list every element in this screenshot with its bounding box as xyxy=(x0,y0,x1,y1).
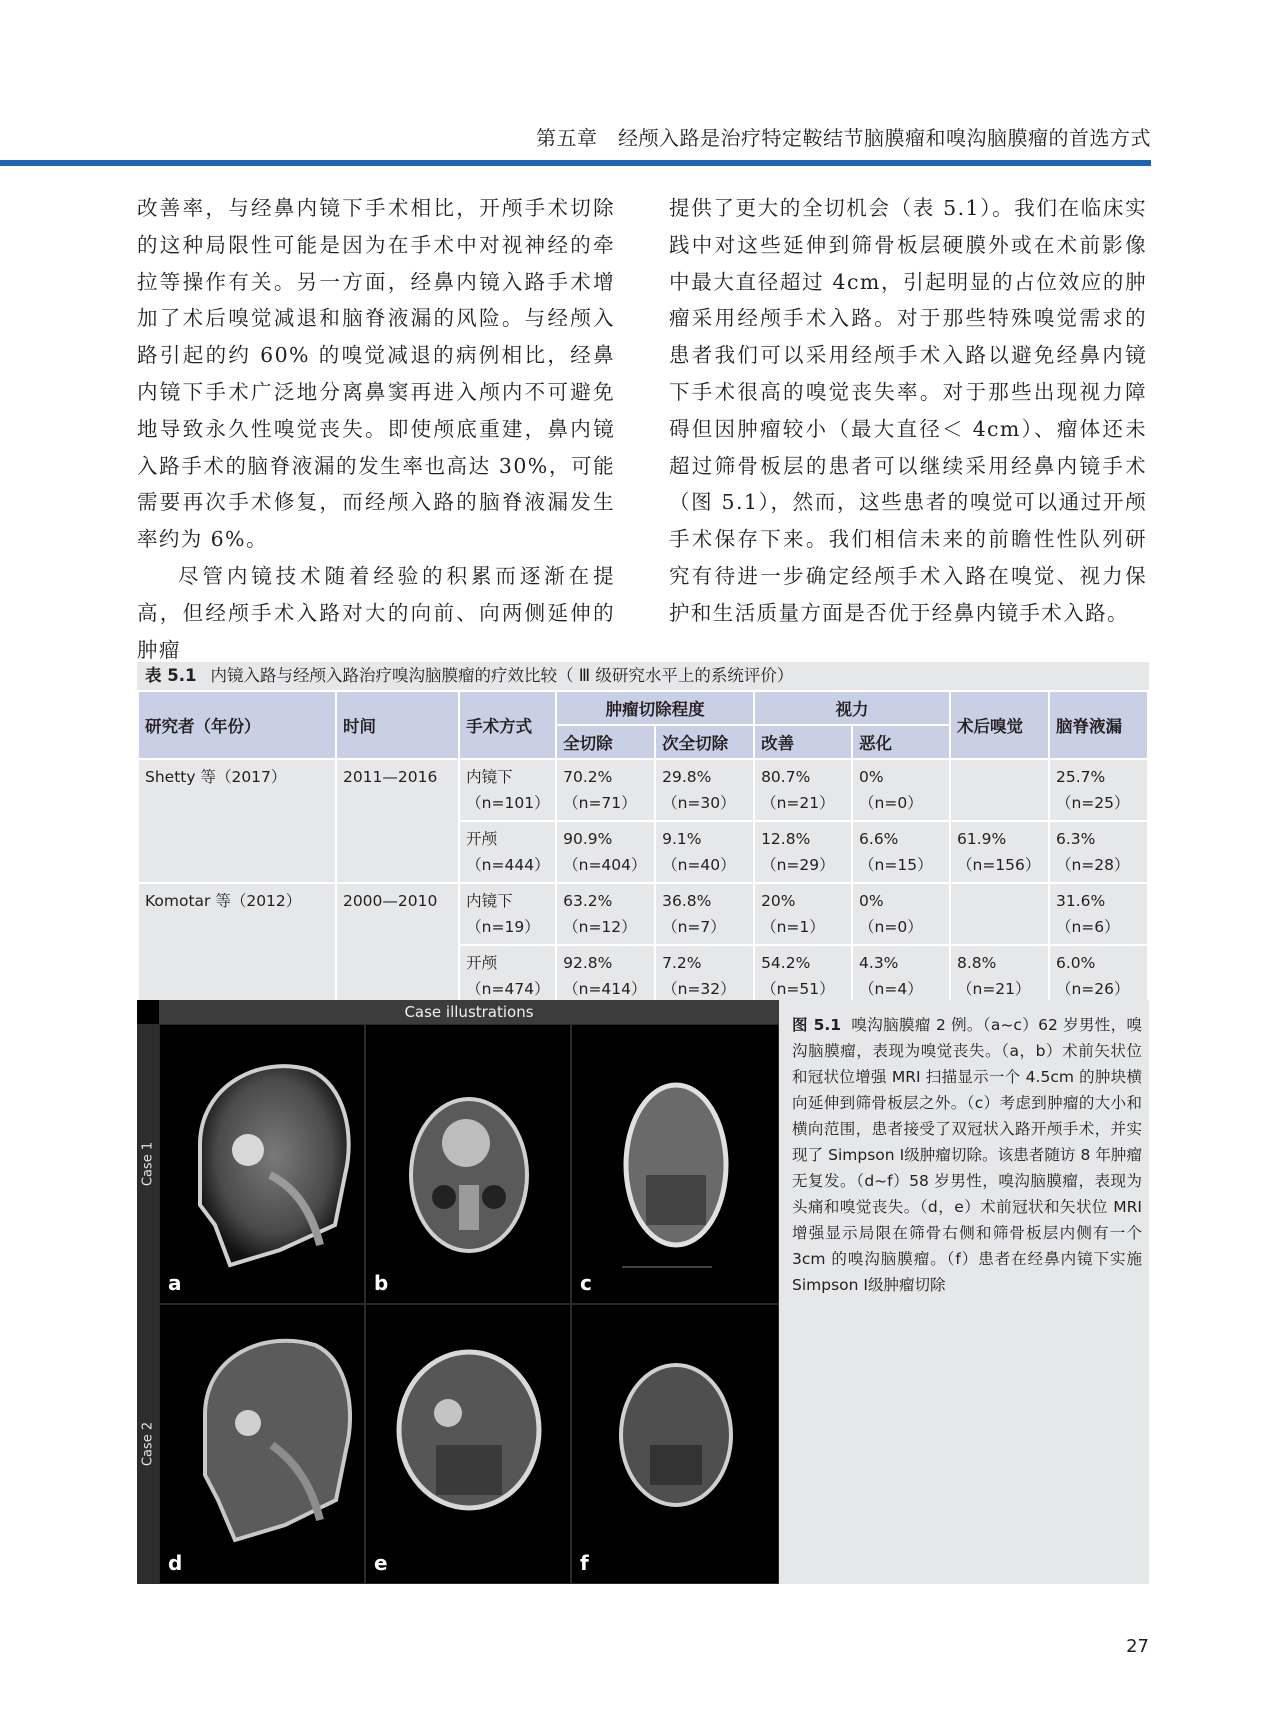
cell-str: 36.8% （n=7） xyxy=(655,883,754,945)
figure-5-1 xyxy=(137,1000,1149,1584)
sagittal-mri-icon xyxy=(160,1305,365,1584)
mri-image-e xyxy=(365,1304,571,1584)
cell-smell: 8.8% （n=21） xyxy=(950,945,1049,1007)
header-improve: 改善 xyxy=(754,725,852,759)
cell-smell: 61.9% （n=156） xyxy=(950,821,1049,883)
cell-gtr: 92.8% （n=414） xyxy=(556,945,655,1007)
case-1-label: Case 1 xyxy=(137,1024,159,1304)
cell-worsen: 4.3% （n=4） xyxy=(852,945,950,1007)
cell-period: 2000—2010 xyxy=(336,883,459,1007)
cell-smell xyxy=(950,883,1049,945)
figure-caption-label: 图 5.1 xyxy=(792,1016,842,1034)
chapter-header-title: 第五章 经颅入路是治疗特定鞍结节脑膜瘤和嗅沟脑膜瘤的首选方式 xyxy=(536,126,1151,150)
header-csf: 脑脊液漏 xyxy=(1049,691,1148,759)
cell-improve: 80.7% （n=21） xyxy=(754,759,852,821)
panel-letter-b: b xyxy=(374,1271,389,1295)
header-smell: 术后嗅觉 xyxy=(950,691,1049,759)
header-study: 研究者（年份） xyxy=(138,691,336,759)
panel-letter-d: d xyxy=(168,1551,183,1575)
cell-approach: 开颅 （n=474） xyxy=(459,945,556,1007)
panel-letter-a: a xyxy=(168,1271,182,1295)
comparison-table xyxy=(137,662,1149,1008)
header-gtr: 全切除 xyxy=(556,725,655,759)
cell-gtr: 70.2% （n=71） xyxy=(556,759,655,821)
mri-image-c xyxy=(571,1024,779,1304)
cell-approach: 内镜下 （n=19） xyxy=(459,883,556,945)
cell-worsen: 6.6% （n=15） xyxy=(852,821,950,883)
cell-str: 29.8% （n=30） xyxy=(655,759,754,821)
panel-letter-f: f xyxy=(580,1551,589,1575)
data-table xyxy=(137,690,1149,1008)
cell-improve: 20% （n=1） xyxy=(754,883,852,945)
coronal-mri-icon xyxy=(572,1305,779,1584)
mri-image-f xyxy=(571,1304,779,1584)
cell-smell xyxy=(950,759,1049,821)
cell-improve: 12.8% （n=29） xyxy=(754,821,852,883)
cell-gtr: 63.2% （n=12） xyxy=(556,883,655,945)
left-text-column xyxy=(137,190,615,668)
paragraph: 尽管内镜技术随着经验的积累而逐渐在提高，但经颅手术入路对大的向前、向两侧延伸的肿瘤 xyxy=(137,563,615,662)
figure-caption xyxy=(792,1012,1142,1298)
table-caption xyxy=(137,662,1149,690)
paragraph: 提供了更大的全切机会（表 5.1）。我们在临床实践中对这些延伸到筛骨板层硬膜外或在术前影像中最大直径超过 4cm，引起明显的占位效应的肿瘤采用经颅手术入路。对于那些特殊嗅觉需求的患者我们可以采用经颅手术入路以避免经鼻内镜下手术很高的嗅觉丧失率。对于那些出现视力障碍但因肿瘤较小（最大直径＜ 4cm）、瘤体还未超过筛骨板层的患者可以继续采用经鼻内镜手术（图 5.1），然而，这些患者的嗅觉可以通过开颅手术保存下来。我们相信未来的前瞻性性队列研究有待进一步确定经颅手术入路在嗅觉、视力保护和生活质量方面是否优于经鼻内镜手术入路。 xyxy=(669,196,1147,625)
table-caption-text: 内镜入路与经颅入路治疗嗅沟脑膜瘤的疗效比较（ Ⅲ 级研究水平上的系统评价） xyxy=(210,666,794,685)
cell-str: 9.1% （n=40） xyxy=(655,821,754,883)
panel-letter-e: e xyxy=(374,1551,388,1575)
header-period: 时间 xyxy=(336,691,459,759)
cell-csf: 25.7% （n=25） xyxy=(1049,759,1148,821)
mri-image-b xyxy=(365,1024,571,1304)
table-row xyxy=(138,759,1148,821)
page-number: 27 xyxy=(1126,1636,1149,1657)
cell-improve: 54.2% （n=51） xyxy=(754,945,852,1007)
table-row xyxy=(138,883,1148,945)
mri-image-a xyxy=(159,1024,365,1304)
header-resection: 肿瘤切除程度 xyxy=(556,691,754,725)
cell-str: 7.2% （n=32） xyxy=(655,945,754,1007)
cell-approach: 开颅 （n=444） xyxy=(459,821,556,883)
cell-study: Komotar 等（2012） xyxy=(138,883,336,1007)
header-vision: 视力 xyxy=(754,691,950,725)
cell-csf: 31.6% （n=6） xyxy=(1049,883,1148,945)
case-2-label: Case 2 xyxy=(137,1304,159,1584)
table-caption-label: 表 5.1 xyxy=(145,666,197,685)
coronal-mri-icon xyxy=(366,1025,571,1304)
header-worsen: 恶化 xyxy=(852,725,950,759)
cell-csf: 6.3% （n=28） xyxy=(1049,821,1148,883)
sagittal-mri-icon xyxy=(160,1025,365,1304)
cell-gtr: 90.9% （n=404） xyxy=(556,821,655,883)
right-text-column xyxy=(669,190,1147,632)
coronal-ct-icon xyxy=(572,1025,779,1304)
header-approach: 手术方式 xyxy=(459,691,556,759)
cell-study: Shetty 等（2017） xyxy=(138,759,336,883)
paragraph: 改善率，与经鼻内镜下手术相比，开颅手术切除的这种局限性可能是因为在手术中对视神经的牵拉等操作有关。另一方面，经鼻内镜入路手术增加了术后嗅觉减退和脑脊液漏的风险。与经颅入路引起的约 60% 的嗅觉减退的病例相比，经鼻内镜下手术广泛地分离鼻窦再进入颅内不可避免地导致永久性嗅觉丧失。即使颅底重建，鼻内镜入路手术的脑脊液漏的发生率也高达 30%，可能需要再次手术修复，而经颅入路的脑脊液漏发生率约为 6%。 xyxy=(137,196,615,552)
cell-approach: 内镜下 （n=101） xyxy=(459,759,556,821)
mri-panel xyxy=(137,1000,779,1584)
cell-period: 2011—2016 xyxy=(336,759,459,883)
panel-letter-c: c xyxy=(580,1271,592,1295)
figure-panel-title: Case illustrations xyxy=(159,1000,779,1024)
header-rule xyxy=(0,160,1151,166)
mri-image-d xyxy=(159,1304,365,1584)
figure-caption-text: 嗅沟脑膜瘤 2 例。（a~c）62 岁男性，嗅沟脑膜瘤，表现为嗅觉丧失。（a，b）术前矢状位和冠状位增强 MRI 扫描显示一个 4.5cm 的肿块横向延伸到筛骨板层之外。（c）考虑到肿瘤的大小和横向范围，患者接受了双冠状入路开颅手术，并实现了 Simpson Ⅰ级肿瘤切除。该患者随访 8 年肿瘤无复发。（d~f）58 岁男性，嗅沟脑膜瘤，表现为头痛和嗅觉丧失。（d，e）术前冠状和矢状位 MRI 增强显示局限在筛骨右侧和筛骨板层内侧有一个 3cm 的嗅沟脑膜瘤。（f）患者在经鼻内镜下实施 Simpson Ⅰ级肿瘤切除 xyxy=(792,1016,1143,1294)
cell-worsen: 0% （n=0） xyxy=(852,883,950,945)
header-str: 次全切除 xyxy=(655,725,754,759)
coronal-mri-icon xyxy=(366,1305,571,1584)
cell-worsen: 0% （n=0） xyxy=(852,759,950,821)
cell-csf: 6.0% （n=26） xyxy=(1049,945,1148,1007)
